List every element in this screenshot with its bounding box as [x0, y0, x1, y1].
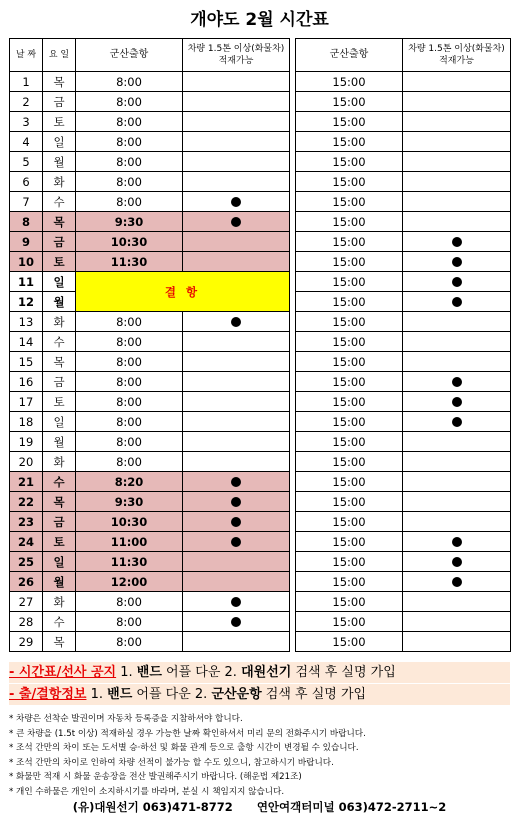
departure-time-2: 15:00 [296, 232, 403, 252]
note-item: * 차량은 선착순 발권이며 자동차 등록증을 지참하셔야 합니다. [9, 714, 243, 724]
vehicle-available-1 [183, 532, 290, 552]
day-cell: 25 [10, 552, 43, 572]
notice-text: 검색 후 실명 가입 [261, 687, 367, 702]
vehicle-available-2 [403, 512, 511, 532]
notice-search-term: 대원선기 [241, 665, 292, 680]
vehicle-available-2 [403, 592, 511, 612]
table-row [10, 332, 511, 352]
vehicle-available-1 [183, 512, 290, 532]
vehicle-available-2 [403, 132, 511, 152]
weekday-cell: 목 [43, 492, 76, 512]
vehicle-available-2 [403, 232, 511, 252]
departure-time-1: 8:00 [76, 432, 183, 452]
day-cell: 24 [10, 532, 43, 552]
notice-lead: - 시간표/선사 공지 [9, 665, 117, 680]
table-row [10, 312, 511, 332]
vehicle-available-2 [403, 552, 511, 572]
weekday-cell: 목 [43, 352, 76, 372]
weekday-cell: 목 [43, 72, 76, 92]
departure-time-2: 15:00 [296, 192, 403, 212]
weekday-cell: 화 [43, 172, 76, 192]
vehicle-dot-icon [452, 297, 462, 307]
notice-text: 어플 다운 2. [161, 665, 242, 680]
departure-time-2: 15:00 [296, 632, 403, 652]
departure-time-2: 15:00 [296, 212, 403, 232]
day-cell: 22 [10, 492, 43, 512]
departure-time-1: 8:00 [76, 592, 183, 612]
notice-band-schedule [9, 662, 510, 683]
note-item: * 조석 간만의 차이로 인하여 차량 선적이 불가능 할 수도 있으니, 참고하시기 바랍니다. [9, 757, 334, 768]
weekday-cell: 토 [43, 532, 76, 552]
vehicle-available-1 [183, 572, 290, 592]
day-cell: 12 [10, 292, 43, 312]
vehicle-dot-icon [452, 577, 462, 587]
day-cell: 16 [10, 372, 43, 392]
departure-time-2: 15:00 [296, 92, 403, 112]
departure-time-1: 10:30 [76, 232, 183, 252]
departure-time-2: 15:00 [296, 332, 403, 352]
table-row [10, 132, 511, 152]
table-row [10, 192, 511, 212]
vehicle-available-2 [403, 272, 511, 292]
departure-time-2: 15:00 [296, 412, 403, 432]
footer-terminal-phone: 연안여객터미널 063)472-2711~2 [256, 800, 447, 814]
day-cell: 1 [10, 72, 43, 92]
notice-text: 1. [116, 665, 137, 680]
weekday-cell: 월 [43, 432, 76, 452]
weekday-cell: 토 [43, 392, 76, 412]
weekday-cell: 월 [43, 292, 76, 312]
day-cell: 20 [10, 452, 43, 472]
departure-time-2: 15:00 [296, 372, 403, 392]
day-cell: 18 [10, 412, 43, 432]
departure-time-1: 12:00 [76, 572, 183, 592]
departure-time-1: 10:30 [76, 512, 183, 532]
day-cell: 28 [10, 612, 43, 632]
weekday-cell: 월 [43, 152, 76, 172]
day-cell: 17 [10, 392, 43, 412]
weekday-cell: 금 [43, 92, 76, 112]
header-vehicle-note [183, 39, 290, 72]
table-row [10, 232, 511, 252]
table-header-row [10, 39, 511, 72]
departure-time-2: 15:00 [296, 492, 403, 512]
day-cell: 11 [10, 272, 43, 292]
vehicle-available-1 [183, 92, 290, 112]
table-row [10, 272, 511, 292]
day-cell: 4 [10, 132, 43, 152]
day-cell: 19 [10, 432, 43, 452]
departure-time-1: 8:00 [76, 612, 183, 632]
weekday-cell: 금 [43, 232, 76, 252]
vehicle-dot-icon [231, 197, 241, 207]
vehicle-available-2 [403, 192, 511, 212]
table-row [10, 632, 511, 652]
vehicle-dot-icon [452, 537, 462, 547]
day-cell: 23 [10, 512, 43, 532]
vehicle-available-2 [403, 212, 511, 232]
departure-time-1: 9:30 [76, 492, 183, 512]
vehicle-available-2 [403, 112, 511, 132]
vehicle-available-1 [183, 452, 290, 472]
vehicle-available-2 [403, 432, 511, 452]
table-row [10, 412, 511, 432]
vehicle-available-2 [403, 532, 511, 552]
vehicle-available-1 [183, 332, 290, 352]
header-vehicle-note-text: 차량 1.5톤 이상(화물차) 적재가능 [187, 44, 285, 66]
day-cell: 9 [10, 232, 43, 252]
vehicle-available-2 [403, 472, 511, 492]
departure-time-2: 15:00 [296, 312, 403, 332]
departure-time-2: 15:00 [296, 532, 403, 552]
day-cell: 14 [10, 332, 43, 352]
departure-time-1: 8:00 [76, 152, 183, 172]
header-second-departure: 군산출항 [296, 39, 403, 72]
departure-time-1: 8:00 [76, 392, 183, 412]
departure-time-1: 8:00 [76, 132, 183, 152]
departure-time-1: 8:20 [76, 472, 183, 492]
departure-time-1: 11:30 [76, 252, 183, 272]
day-cell: 21 [10, 472, 43, 492]
table-row [10, 92, 511, 112]
vehicle-available-1 [183, 592, 290, 612]
departure-time-1: 8:00 [76, 332, 183, 352]
table-row [10, 72, 511, 92]
vehicle-available-2 [403, 572, 511, 592]
departure-time-2: 15:00 [296, 392, 403, 412]
departure-time-2: 15:00 [296, 172, 403, 192]
departure-time-2: 15:00 [296, 272, 403, 292]
table-row [10, 252, 511, 272]
vehicle-available-2 [403, 492, 511, 512]
departure-time-1: 8:00 [76, 352, 183, 372]
departure-time-1: 8:00 [76, 192, 183, 212]
vehicle-available-1 [183, 192, 290, 212]
notice-lead: - 출/결항정보 [9, 687, 87, 702]
vehicle-available-2 [403, 172, 511, 192]
departure-time-1: 8:00 [76, 632, 183, 652]
vehicle-dot-icon [231, 317, 241, 327]
departure-time-2: 15:00 [296, 112, 403, 132]
vehicle-dot-icon [231, 477, 241, 487]
notice-app-name: 밴드 [136, 665, 162, 680]
departure-time-1: 8:00 [76, 452, 183, 472]
departure-time-1: 8:00 [76, 172, 183, 192]
vehicle-available-1 [183, 392, 290, 412]
vehicle-available-2 [403, 372, 511, 392]
header-gunsan-departure: 군산출항 [76, 39, 183, 72]
table-row [10, 592, 511, 612]
vehicle-available-1 [183, 172, 290, 192]
note-item: * 화물만 적재 시 화물 운송장을 전산 발권해주시기 바랍니다. (해운법 제21조) [9, 772, 302, 783]
vehicle-dot-icon [452, 257, 462, 267]
footer-company-phone: (유)대원선기 063)471-8772 [72, 800, 233, 814]
vehicle-available-1 [183, 492, 290, 512]
departure-time-1: 8:00 [76, 312, 183, 332]
weekday-cell: 일 [43, 552, 76, 572]
note-item: * 큰 차량을 (1.5t 이상) 적재하실 경우 가능한 날짜 확인하셔서 미리 문의 전화주시기 바랍니다. [9, 728, 366, 739]
weekday-cell: 목 [43, 212, 76, 232]
vehicle-available-1 [183, 112, 290, 132]
vehicle-dot-icon [452, 377, 462, 387]
departure-time-1: 8:00 [76, 92, 183, 112]
table-row [10, 492, 511, 512]
vehicle-available-1 [183, 472, 290, 492]
table-row [10, 472, 511, 492]
notice-text: 검색 후 실명 가입 [291, 665, 396, 680]
departure-time-1: 8:00 [76, 112, 183, 132]
schedule-table [9, 38, 511, 652]
notes-list [9, 712, 514, 800]
vehicle-dot-icon [231, 497, 241, 507]
departure-time-1: 8:00 [76, 72, 183, 92]
vehicle-dot-icon [452, 277, 462, 287]
vehicle-available-1 [183, 212, 290, 232]
header-vehicle-note-2 [403, 39, 511, 72]
vehicle-available-1 [183, 312, 290, 332]
day-cell: 8 [10, 212, 43, 232]
departure-time-2: 15:00 [296, 432, 403, 452]
departure-time-1: 8:00 [76, 372, 183, 392]
vehicle-available-1 [183, 552, 290, 572]
departure-time-2: 15:00 [296, 252, 403, 272]
departure-time-2: 15:00 [296, 592, 403, 612]
table-row [10, 172, 511, 192]
weekday-cell: 수 [43, 612, 76, 632]
header-day: 날 짜 [10, 39, 43, 72]
notice-text: 어플 다운 2. [132, 687, 212, 702]
departure-time-2: 15:00 [296, 472, 403, 492]
departure-time-2: 15:00 [296, 552, 403, 572]
weekday-cell: 화 [43, 592, 76, 612]
vehicle-available-2 [403, 452, 511, 472]
weekday-cell: 금 [43, 372, 76, 392]
day-cell: 10 [10, 252, 43, 272]
departure-time-2: 15:00 [296, 612, 403, 632]
day-cell: 7 [10, 192, 43, 212]
vehicle-available-1 [183, 372, 290, 392]
day-cell: 2 [10, 92, 43, 112]
vehicle-available-2 [403, 92, 511, 112]
vehicle-available-2 [403, 392, 511, 412]
weekday-cell: 일 [43, 412, 76, 432]
weekday-cell: 목 [43, 632, 76, 652]
vehicle-available-2 [403, 292, 511, 312]
weekday-cell: 월 [43, 572, 76, 592]
vehicle-dot-icon [231, 537, 241, 547]
vehicle-dot-icon [231, 517, 241, 527]
vehicle-dot-icon [231, 617, 241, 627]
departure-time-2: 15:00 [296, 512, 403, 532]
departure-time-2: 15:00 [296, 452, 403, 472]
vehicle-available-1 [183, 152, 290, 172]
day-cell: 15 [10, 352, 43, 372]
vehicle-available-1 [183, 232, 290, 252]
table-row [10, 372, 511, 392]
vehicle-available-1 [183, 632, 290, 652]
header-weekday: 요 일 [43, 39, 76, 72]
departure-time-2: 15:00 [296, 292, 403, 312]
footer-contacts [0, 799, 519, 815]
table-row [10, 532, 511, 552]
day-cell: 3 [10, 112, 43, 132]
departure-time-1: 11:00 [76, 532, 183, 552]
departure-time-2: 15:00 [296, 572, 403, 592]
table-row [10, 452, 511, 472]
header-vehicle-note-2-text: 차량 1.5톤 이상(화물차) 적재가능 [408, 44, 505, 66]
vehicle-dot-icon [452, 397, 462, 407]
departure-time-2: 15:00 [296, 72, 403, 92]
page-title: 개야도 2월 시간표 [190, 10, 329, 30]
vehicle-available-1 [183, 72, 290, 92]
weekday-cell: 토 [43, 252, 76, 272]
weekday-cell: 금 [43, 512, 76, 532]
day-cell: 26 [10, 572, 43, 592]
vehicle-available-1 [183, 352, 290, 372]
vehicle-dot-icon [452, 417, 462, 427]
table-row [10, 352, 511, 372]
vehicle-available-2 [403, 612, 511, 632]
vehicle-dot-icon [231, 217, 241, 227]
table-row [10, 112, 511, 132]
vehicle-dot-icon [231, 597, 241, 607]
vehicle-available-2 [403, 72, 511, 92]
note-item: * 조석 간만의 차이 또는 도서별 승·하선 및 화물 관계 등으로 출항 시간이 변경될 수 있습니다. [9, 743, 359, 754]
day-cell: 13 [10, 312, 43, 332]
table-row [10, 392, 511, 412]
weekday-cell: 화 [43, 312, 76, 332]
day-cell: 27 [10, 592, 43, 612]
departure-time-2: 15:00 [296, 352, 403, 372]
weekday-cell: 수 [43, 192, 76, 212]
departure-time-2: 15:00 [296, 152, 403, 172]
table-row [10, 612, 511, 632]
vehicle-available-1 [183, 612, 290, 632]
vehicle-dot-icon [452, 557, 462, 567]
vehicle-available-2 [403, 312, 511, 332]
day-cell: 6 [10, 172, 43, 192]
notice-search-term: 군산운항 [211, 687, 262, 702]
table-row [10, 432, 511, 452]
weekday-cell: 토 [43, 112, 76, 132]
table-row [10, 552, 511, 572]
table-row [10, 512, 511, 532]
weekday-cell: 수 [43, 472, 76, 492]
day-cell: 5 [10, 152, 43, 172]
weekday-cell: 일 [43, 272, 76, 292]
notice-band-operation [9, 684, 510, 705]
weekday-cell: 수 [43, 332, 76, 352]
vehicle-available-2 [403, 252, 511, 272]
vehicle-available-2 [403, 632, 511, 652]
departure-time-1: 11:30 [76, 552, 183, 572]
vehicle-available-1 [183, 432, 290, 452]
vehicle-available-2 [403, 332, 511, 352]
vehicle-available-1 [183, 412, 290, 432]
table-row [10, 152, 511, 172]
vehicle-available-2 [403, 152, 511, 172]
notice-app-name: 밴드 [107, 687, 133, 702]
weekday-cell: 일 [43, 132, 76, 152]
vehicle-available-1 [183, 252, 290, 272]
note-item: * 개인 수하물은 개인이 소지하시기를 바라며, 분실 시 책임지지 않습니다. [9, 786, 285, 797]
departure-time-2: 15:00 [296, 132, 403, 152]
day-cell: 29 [10, 632, 43, 652]
table-row [10, 212, 511, 232]
departure-time-1: 8:00 [76, 412, 183, 432]
vehicle-available-2 [403, 412, 511, 432]
cancelled-cell: 결 항 [76, 272, 290, 312]
weekday-cell: 화 [43, 452, 76, 472]
vehicle-available-2 [403, 352, 511, 372]
departure-time-1: 9:30 [76, 212, 183, 232]
table-row [10, 572, 511, 592]
vehicle-available-1 [183, 132, 290, 152]
vehicle-dot-icon [452, 237, 462, 247]
notice-text: 1. [86, 687, 108, 702]
